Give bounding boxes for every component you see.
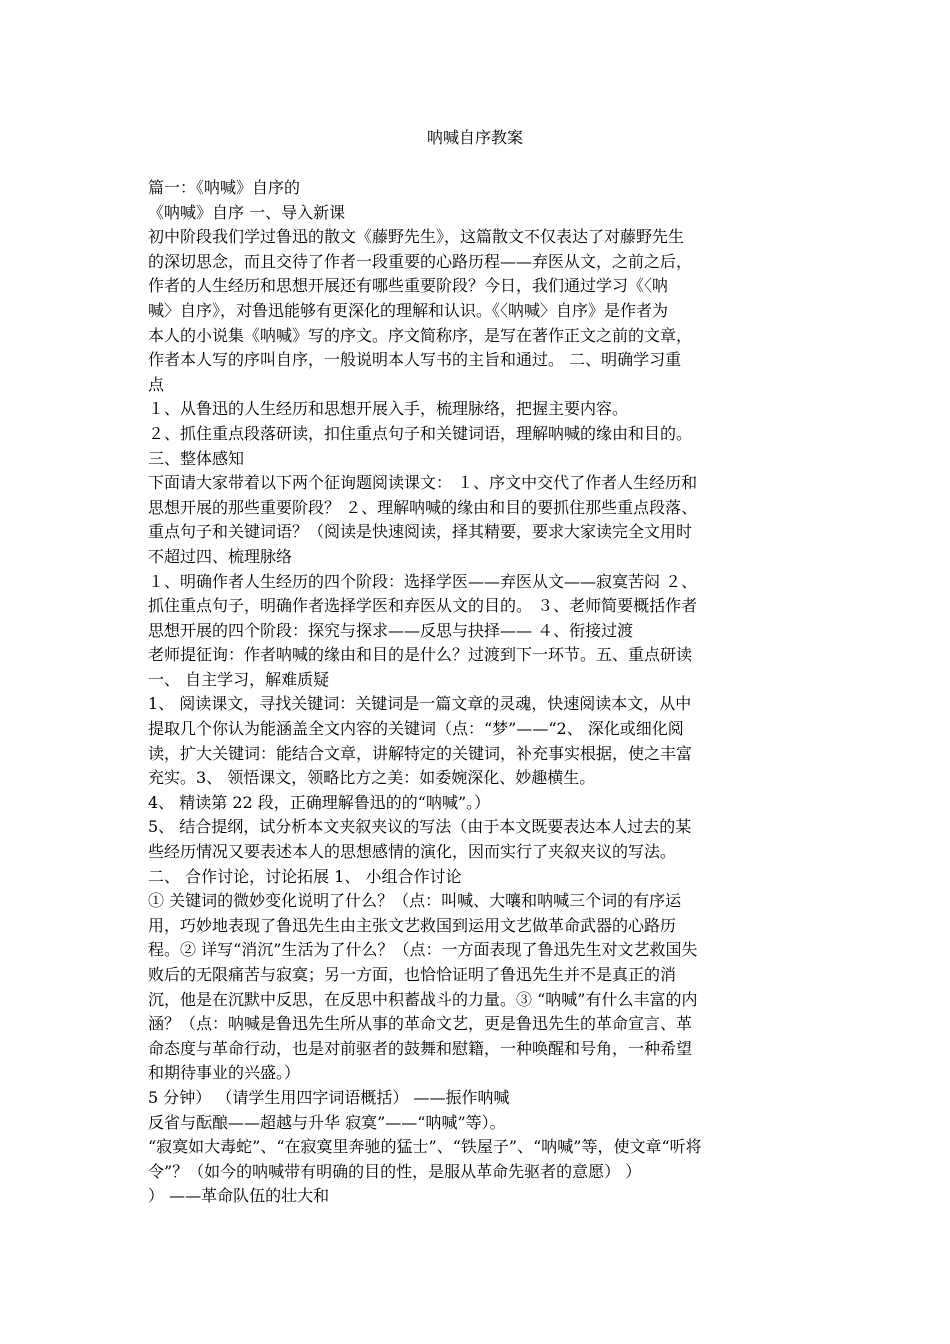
text-line: 重点句子和关键词语？（阅读是快速阅读，择其精要，要求大家读完全文用时 — [148, 522, 693, 542]
text-line: 作者本人写的序叫自序，一般说明本人写书的主旨和通过。 二、明确学习重 — [148, 350, 682, 370]
text-line: 下面请大家带着以下两个征询题阅读课文： １、序文中交代了作者人生经历和 — [148, 473, 698, 493]
text-line: 涵？（点：呐喊是鲁迅先生所从事的革命文艺，更是鲁迅先生的革命宣言、革 — [148, 1014, 693, 1034]
text-line: 败后的无限痛苦与寂寞；另一方面，也恰恰证明了鲁迅先生并不是真正的消 — [148, 965, 677, 984]
text-line: ２、抓住重点段落研读，扣住重点句子和关键词语，理解呐喊的缘由和目的。 — [148, 423, 693, 443]
text-line: 充实。3、 领悟课文，领略比方之美：如委婉深化、妙趣横生。 — [148, 768, 596, 788]
text-line: 《呐喊》自序 一、导入新课 — [148, 202, 346, 222]
text-line: 提取几个你认为能涵盖全文内容的关键词（点：“梦”——“2、 深化或细化阅 — [148, 719, 684, 739]
text-line: 作者的人生经历和思想开展还有哪些重要阶段？今日，我们通过学习《〈呐 — [148, 276, 669, 296]
text-line: ① 关键词的微妙变化说明了什么？（点：叫喊、大嚷和呐喊三个词的有序运 — [148, 891, 682, 911]
text-line: 不超过四、梳理脉络 — [148, 546, 293, 566]
text-line: １、从鲁迅的人生经历和思想开展入手，梳理脉络，把握主要内容。 — [148, 399, 629, 419]
text-line: 5、 结合提纲，试分析本文夹叙夹议的写法（由于本文既要表达本人过去的某 — [148, 817, 692, 837]
text-line: 老师提征询：作者呐喊的缘由和目的是什么？过渡到下一环节。五、重点研读 — [148, 645, 693, 665]
text-line: 程。② 详写“消沉”生活为了什么？（点：一方面表现了鲁迅先生对文艺救国失 — [148, 940, 698, 960]
text-line: 4、 精读第 22 段，正确理解鲁迅的的“呐喊”。） — [148, 792, 491, 812]
text-line: 令”？（如今的呐喊带有明确的目的性，是服从革命先驱者的意愿） ） — [148, 1161, 642, 1181]
text-line: １、明确作者人生经历的四个阶段：选择学医——弃医从文——寂寞苦闷 ２、 — [148, 571, 698, 591]
text-line: 初中阶段我们学过鲁迅的散文《藤野先生》，这篇散文不仅表达了对藤野先生 — [148, 227, 685, 247]
text-line: 点 — [148, 374, 165, 394]
text-line: 和期待事业的兴盛。） — [148, 1063, 301, 1083]
text-line: 二、 合作讨论，讨论拓展 1、 小组合作讨论 — [148, 866, 462, 886]
text-line: 反省与酝酿——超越与升华 寂寞”——“呐喊”等）。 — [148, 1112, 506, 1132]
text-line: 用，巧妙地表现了鲁迅先生由主张文艺救国到运用文艺做革命武器的心路历 — [148, 915, 677, 935]
document-title: 呐喊自序教案 — [426, 128, 523, 147]
text-line: 篇一：《呐喊》自序的 — [148, 178, 301, 197]
document-body — [148, 176, 803, 1209]
text-line: 的深切思念，而且交待了作者一段重要的心路历程——弃医从文，之前之后， — [148, 251, 693, 271]
text-line: 思想开展的那些重要阶段？ ２、理解呐喊的缘由和目的要抓住那些重点段落、 — [148, 497, 698, 517]
text-line: 些经历情况又要表述本人的思想感情的演化，因而实行了夹叙夹议的写法。 — [148, 842, 677, 862]
text-line: 读，扩大关键词：能结合文章，讲解特定的关键词，补充事实根据，使之丰富 — [148, 743, 693, 763]
text-line: 本人的小说集《呐喊》写的序文。序文简称序，是写在著作正文之前的文章， — [148, 325, 693, 345]
text-line: 喊〉自序》，对鲁迅能够有更深化的理解和认识。《〈呐喊〉自序》是作者为 — [148, 300, 669, 320]
text-line: 1、 阅读课文，寻找关键词：关键词是一篇文章的灵魂，快速阅读本文，从中 — [148, 694, 692, 714]
text-line: 三、整体感知 — [148, 448, 245, 468]
text-line: 思想开展的四个阶段：探究与探求——反思与抉择—— ４、衔接过渡 — [148, 620, 634, 640]
text-line: ） ——革命队伍的壮大和 — [148, 1186, 330, 1206]
text-line: 一、 自主学习，解难质疑 — [148, 669, 330, 689]
text-line: 命态度与革命行动，也是对前驱者的鼓舞和慰籍，一种唤醒和号角，一种希望 — [148, 1038, 693, 1058]
text-line: “寂寞如大毒蛇”、“在寂寞里奔驰的猛士”、“铁屋子”、“呐喊”等，使文章“听将 — [148, 1137, 702, 1157]
text-line: 5 分钟） （请学生用四字词语概括） ——振作呐喊 — [148, 1087, 510, 1107]
text-line: 抓住重点句子，明确作者选择学医和弃医从文的目的。 ３、老师简要概括作者 — [148, 596, 698, 616]
text-line: 沉，他是在沉默中反思，在反思中积蓄战斗的力量。③ “呐喊”有什么丰富的内 — [148, 989, 698, 1009]
